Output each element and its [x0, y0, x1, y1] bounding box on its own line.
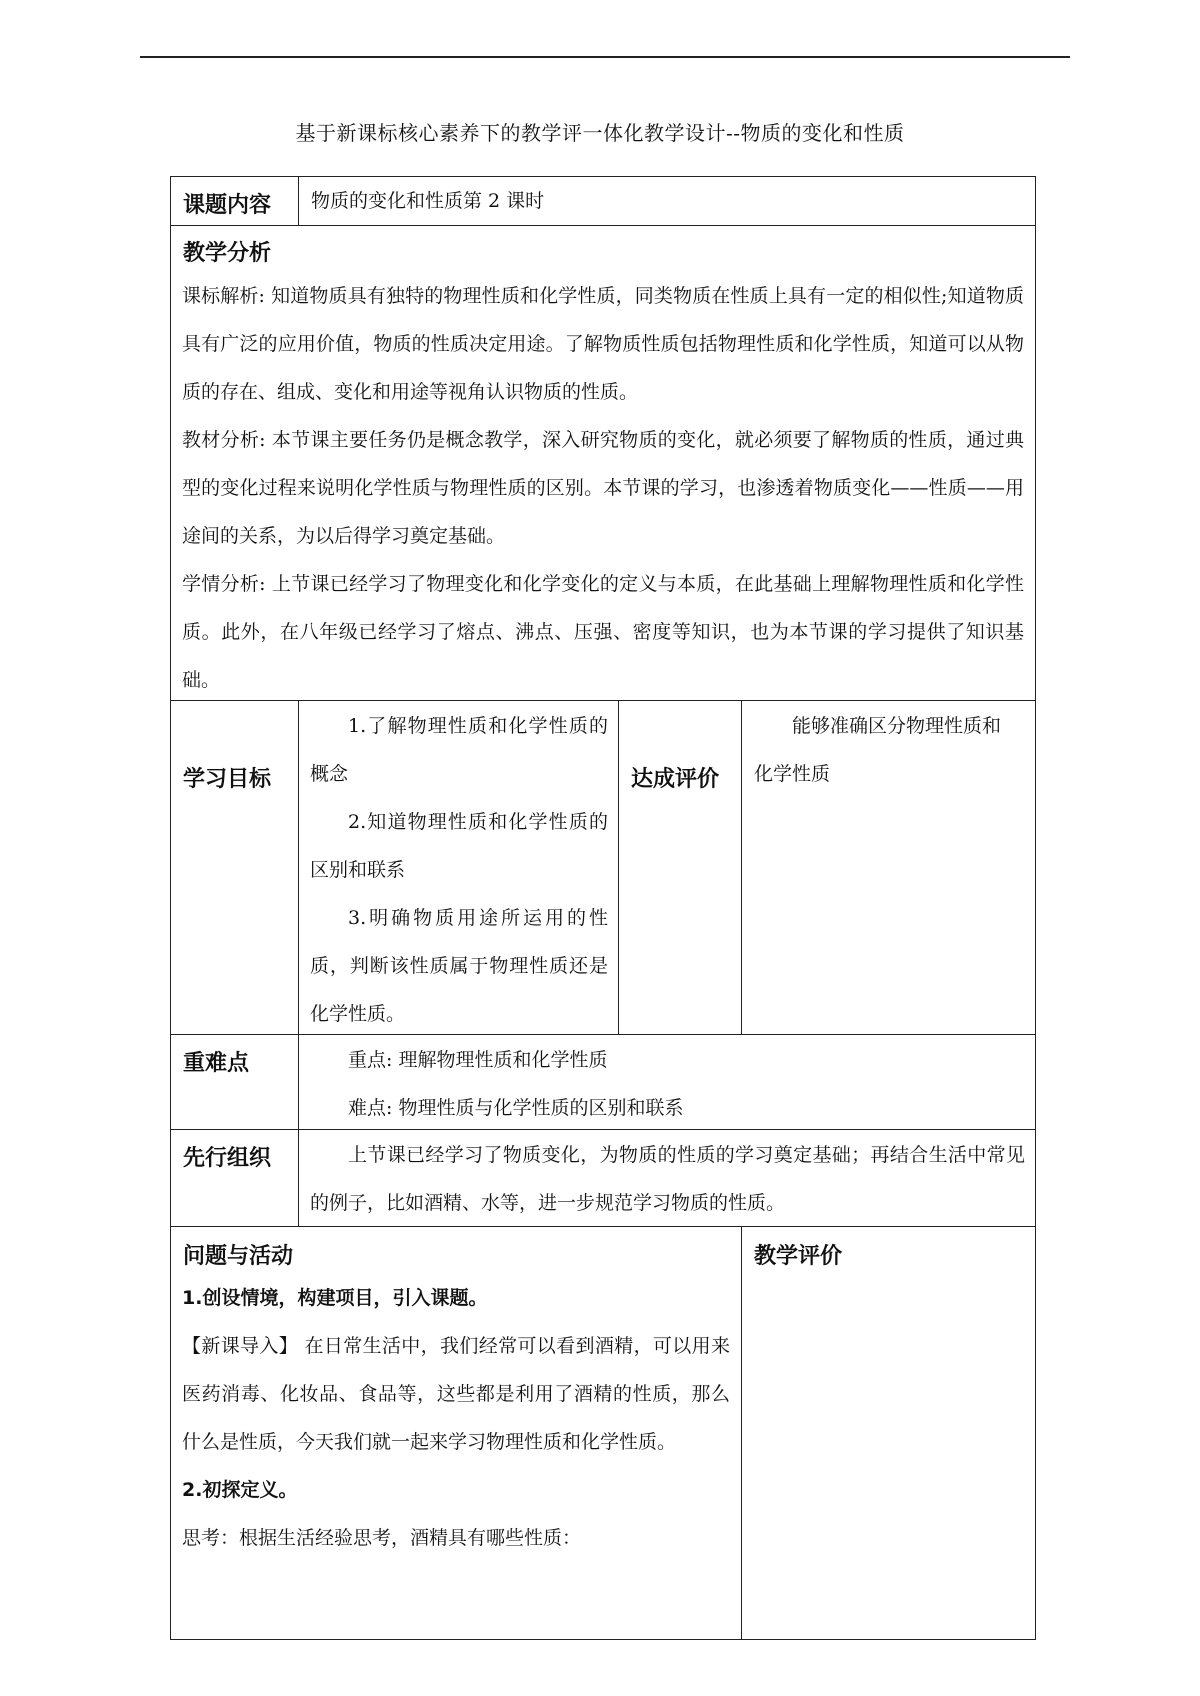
organizer-label: 先行组织 — [183, 1146, 272, 1171]
col-divider — [298, 176, 299, 226]
objectives-label: 学习目标 — [183, 767, 272, 792]
analysis-body — [182, 272, 1024, 704]
row-divider — [170, 225, 1036, 226]
organizer-text: 上节课已经学习了物质变化，为物质的性质的学习奠定基础；再结合生活中常见的例子，比如酒精、水等，进一步规范学习物质的性质。 — [310, 1144, 1025, 1214]
col-divider — [298, 700, 299, 1226]
key-points-label: 重难点 — [183, 1051, 250, 1076]
objective-item: 1.了解物理性质和化学性质的概念 — [310, 715, 608, 785]
key-points-body — [310, 1036, 1025, 1132]
step-heading: 1.创设情境，构建项目，引入课题。 — [182, 1287, 488, 1309]
objective-item: 3.明确物质用途所运用的性质，判断该性质属于物理性质还是化学性质。 — [310, 907, 608, 1025]
achievement-eval-text: 能够准确区分物理性质和化学性质 — [754, 715, 1002, 785]
col-divider — [741, 700, 742, 1034]
topic-value: 物质的变化和性质第 2 课时 — [311, 190, 545, 212]
achievement-eval-label: 达成评价 — [631, 767, 720, 792]
new-lesson-intro: 【新课导入】 在日常生活中，我们经常可以看到酒精，可以用来医药消毒、化妆品、食品等，这些都是利用了酒精的性质，那么什么是性质，今天我们就一起来学习物理性质和化学性质。 — [182, 1335, 730, 1453]
step-heading: 2.初探定义。 — [182, 1479, 298, 1501]
key-point: 重点: 理解物理性质和化学性质 — [348, 1049, 608, 1071]
activities-label: 问题与活动 — [183, 1244, 294, 1269]
objective-item: 2.知道物理性质和化学性质的区别和联系 — [310, 811, 608, 881]
think-prompt: 思考：根据生活经验思考，酒精具有哪些性质： — [182, 1527, 582, 1549]
activities-body — [182, 1274, 730, 1562]
difficult-point: 难点: 物理性质与化学性质的区别和联系 — [348, 1097, 684, 1119]
textbook-analysis: 教材分析: 本节课主要任务仍是概念教学，深入研究物质的变化，就必须要了解物质的性质，通过典型的变化过程来说明化学性质与物理性质的区别。本节课的学习，也渗透着物质变化——性质——用途间的关系，为以后得学习奠定基础。 — [182, 429, 1024, 547]
objectives-list — [310, 702, 608, 1038]
document-title: 基于新课标核心素养下的教学评一体化教学设计--物质的变化和性质 — [295, 121, 905, 145]
topic-label: 课题内容 — [183, 193, 272, 218]
col-divider — [741, 1226, 742, 1640]
header-rule — [140, 56, 1070, 58]
teaching-eval-label: 教学评价 — [754, 1244, 843, 1269]
col-divider — [618, 700, 619, 1034]
learner-analysis: 学情分析: 上节课已经学习了物理变化和化学变化的定义与本质，在此基础上理解物理性质和化学性质。此外，在八年级已经学习了熔点、沸点、压强、密度等知识，也为本节课的学习提供了知识基础。 — [182, 573, 1024, 691]
curriculum-analysis: 课标解析: 知道物质具有独特的物理性质和化学性质，同类物质在性质上具有一定的相似性;知道物质具有广泛的应用价值，物质的性质决定用途。了解物质性质包括物理性质和化学性质，知道可以从物质的存在、组成、变化和用途等视角认识物质的性质。 — [182, 285, 1024, 403]
analysis-label: 教学分析 — [183, 241, 272, 266]
